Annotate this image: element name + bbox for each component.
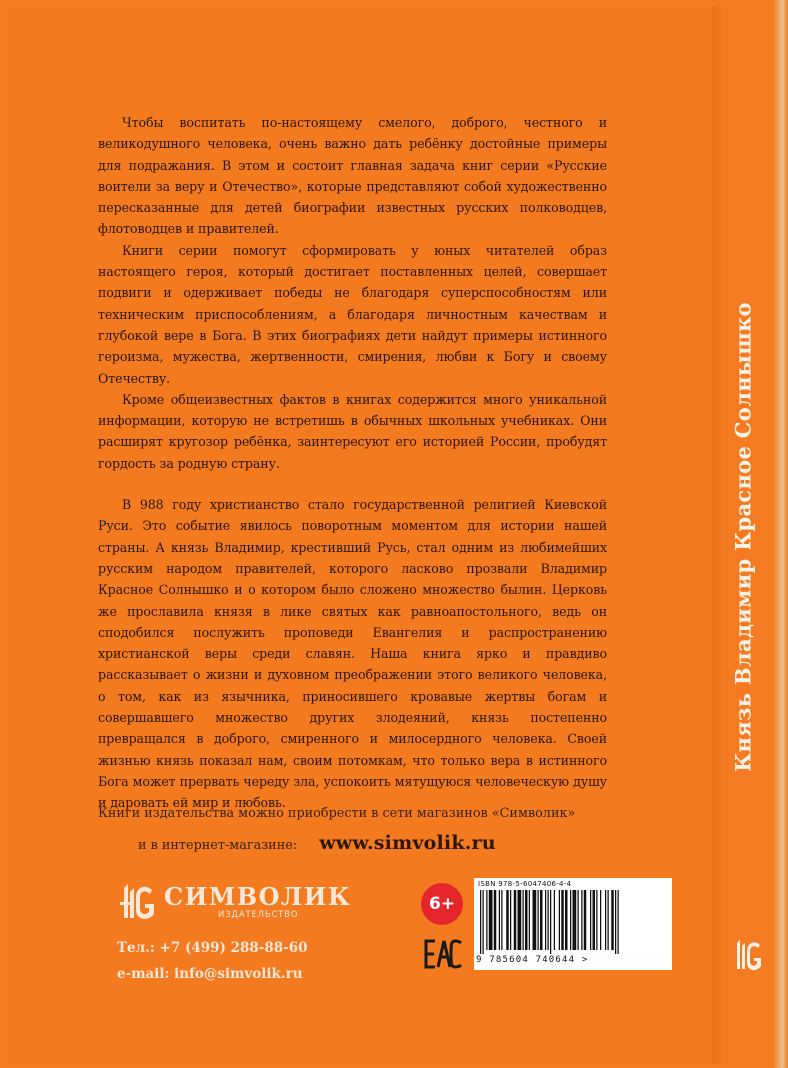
barcode-bar: [593, 890, 596, 950]
barcode-bar: [565, 890, 568, 950]
simvolik-logo-icon: [118, 878, 158, 924]
barcode-bar: [483, 890, 484, 954]
barcode-bars: [480, 890, 666, 954]
barcode-bar: [545, 890, 546, 950]
annotation-text: [98, 112, 607, 814]
shops-line-1: Книги издательства можно приобрести в сети магазинов «Символик»: [98, 806, 576, 821]
barcode-bar: [501, 890, 502, 950]
barcode-bar: [523, 890, 524, 950]
barcode-bar: [529, 890, 530, 950]
barcode-bar: [533, 890, 537, 950]
barcode-bar: [608, 890, 609, 950]
shops-info: [98, 803, 658, 856]
barcode-bar: [605, 890, 606, 950]
paragraph-3: Кроме общеизвестных фактов в книгах содержится много уникальной информации, которую не встретишь в обычных школьных учебниках. Они расширят кругозор ребёнка, заинтересуют его историей России, пробудят гордость за родную страну.: [98, 391, 607, 471]
barcode-bar: [611, 890, 614, 950]
barcode-bar: [480, 890, 481, 954]
barcode-bar: [615, 890, 616, 954]
page-edge: [774, 0, 788, 1068]
barcode-bar: [600, 890, 601, 950]
spine-title: Князь Владимир Красное Солнышко: [730, 302, 756, 772]
eac-mark-icon: [423, 938, 463, 970]
isbn-barcode: [474, 878, 672, 970]
barcode-bar: [510, 890, 511, 950]
barcode-bar: [584, 890, 587, 950]
phone-number: Тел.: +7 (499) 288-88-60: [117, 940, 308, 956]
barcode-bar: [596, 890, 597, 950]
barcode-bar: [514, 890, 517, 950]
barcode-bar: [573, 890, 577, 950]
email-address: e-mail: info@simvolik.ru: [117, 966, 303, 982]
barcode-bar: [499, 890, 500, 950]
website-link[interactable]: www.simvolik.ru: [319, 832, 496, 854]
barcode-bar: [548, 890, 549, 950]
barcode-bar: [540, 890, 543, 950]
ean-digits: 9 785604 740644 >: [476, 955, 589, 965]
paragraph-1: Чтобы воспитать по-настоящему смелого, доброго, честного и великодушного человека, очень важно дать ребёнку достойные примеры для подражания. В этом и состоит главная задача книг серии «Русские воители за веру и Отечество», которые представляют собой художественно пересказанные для детей биографии известных русских полководцев, флотоводцев и правителей.: [98, 115, 607, 237]
barcode-bar: [518, 890, 522, 950]
publisher-logo: [118, 878, 358, 928]
shops-line-2: [98, 833, 658, 856]
barcode-bar: [525, 890, 528, 950]
barcode-bar: [506, 890, 509, 950]
publisher-subtitle: ИЗДАТЕЛЬСТВО: [218, 910, 299, 920]
barcode-bar: [581, 890, 582, 950]
age-rating-badge: 6+: [421, 883, 463, 925]
barcode-bar: [570, 890, 571, 950]
barcode-bar: [559, 890, 560, 950]
barcode-bar: [590, 890, 591, 950]
barcode-bar: [550, 890, 551, 954]
barcode-bar: [489, 890, 493, 950]
barcode-bar: [554, 890, 555, 950]
publisher-contacts: [117, 935, 308, 987]
shops-line-2-label: и в интернет-магазине:: [138, 838, 298, 853]
paragraph-4: В 988 году христианство стало государственной религией Киевской Руси. Это событие явилось поворотным моментом для истории нашей страны. А князь Владимир, крестивший Русь, стал одним из любимейших русским народом правителей, которого ласково прозвали Владимир Красное Солнышко и о котором было сложено множество былин. Церковь же прославила князя в лике святых как равноапостольного, ведь он сподобился послужить проповеди Евангелия и распространению христианской веры среди славян. Наша книга ярко и правдиво рассказывает о жизни и духовном преображении этого великого человека, о том, как из язычника, приносившего кровавые жертвы богам и совершавшего множество других злодеяний, князь постепенно превращался в доброго, смиренного и милосердного человека. Своей жизнью князь показал нам, своим потомкам, что только вера в истинного Бога может прервать череду зла, успокоить мятущуюся человеческую душу и даровать ей мир и любовь.: [98, 497, 607, 811]
publisher-name: СИМВОЛИК: [164, 882, 352, 911]
paragraph-2: Книги серии помогут сформировать у юных читателей образ настоящего героя, который достигает поставленных целей, совершает подвиги и одерживает победы не благодаря суперспособностям или техническим приспособлениям, а благодаря личностным качествам и глубокой вере в Бога. В этих биографиях дети найдут примеры истинного героизма, мужества, жертвенности, смирения, любви к Богу и своему Отечеству.: [98, 242, 607, 386]
barcode-bar: [486, 890, 487, 950]
barcode-bar: [561, 890, 564, 950]
barcode-bar: [538, 890, 539, 950]
barcode-bar: [494, 890, 497, 950]
barcode-bar: [578, 890, 579, 950]
spine-logo-icon: [733, 935, 763, 975]
isbn-number: ISBN 978-5-6047406-4-4: [478, 880, 572, 888]
barcode-bar: [618, 890, 619, 954]
